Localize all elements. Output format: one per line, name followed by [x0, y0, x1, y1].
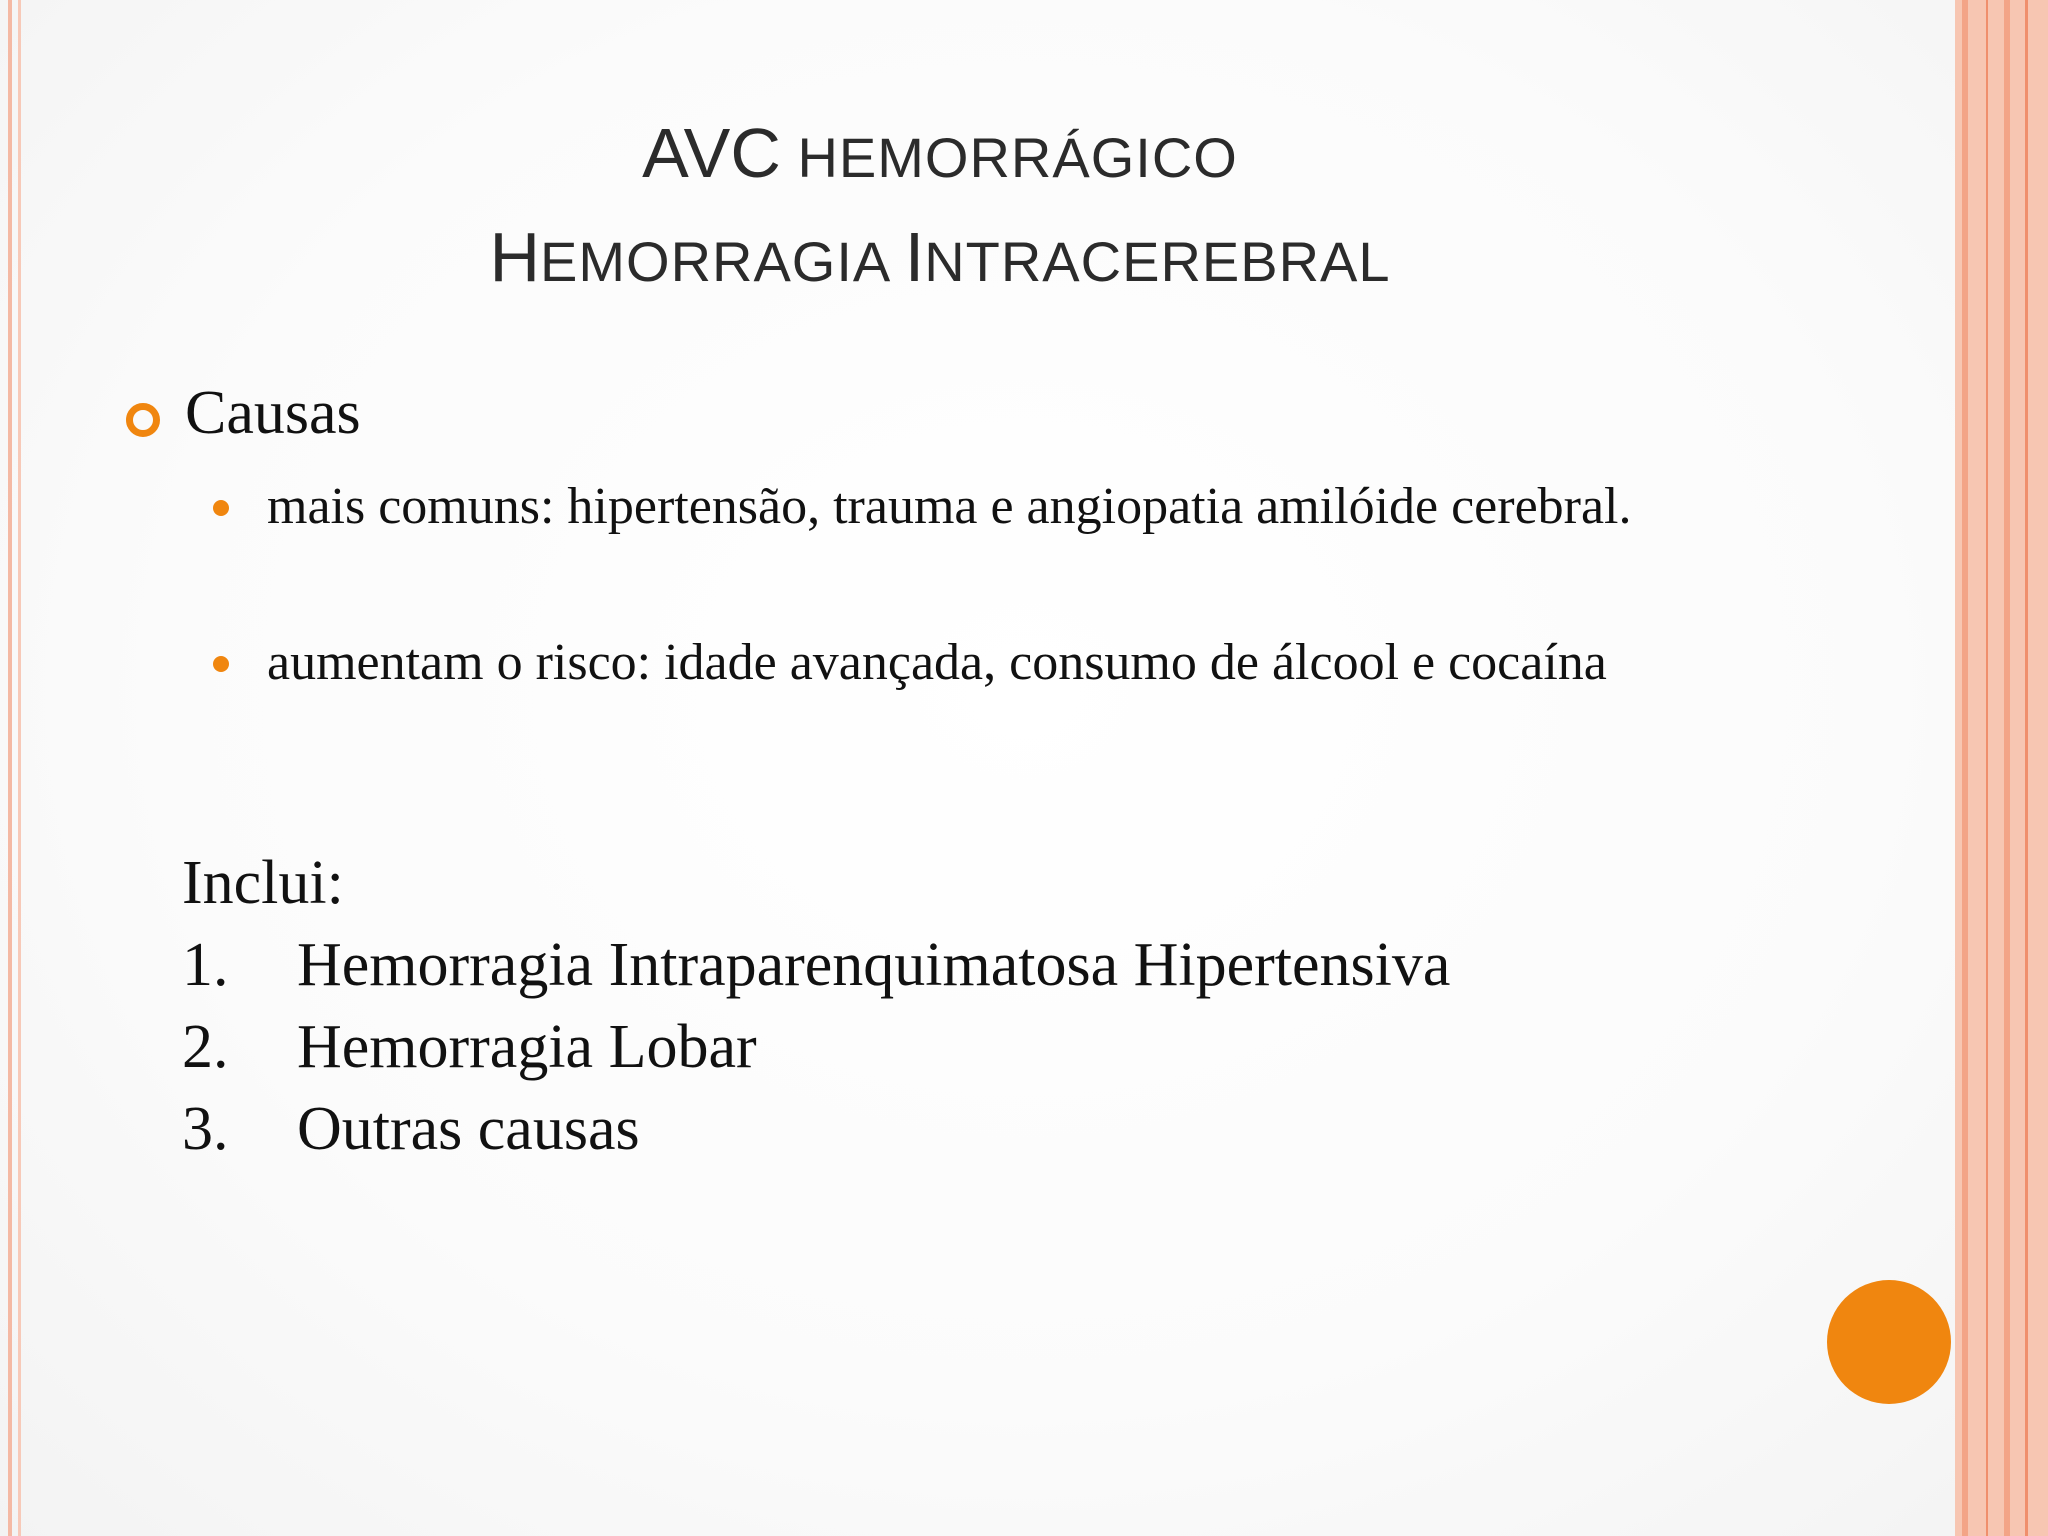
orange-circle-decoration: [1827, 1280, 1951, 1404]
list-text: Hemorragia Intraparenquimatosa Hipertensiva: [297, 931, 1451, 999]
bullet-common-causes: mais comuns: hipertensão, trauma e angiopatia amilóide cerebral.: [267, 478, 1632, 535]
right-stripe-3: [2004, 0, 2010, 1536]
title-ntracerebral: NTRACEREBRAL: [924, 230, 1391, 293]
list-text: Outras causas: [297, 1095, 640, 1163]
bullet-risk-factors: aumentam o risco: idade avançada, consumo de álcool e cocaína: [267, 634, 1607, 691]
title-h-initial: H: [489, 218, 541, 296]
right-stripe-1: [1962, 0, 1968, 1536]
dot-bullet-icon: [213, 500, 229, 516]
list-number: 3.: [182, 1095, 229, 1163]
includes-label: Inclui:: [182, 849, 344, 917]
left-border-line: [8, 0, 12, 1536]
title-hemorragico: HEMORRÁGICO: [780, 126, 1238, 189]
ring-bullet-icon: [126, 403, 160, 437]
list-number: 1.: [182, 931, 229, 999]
list-text: Hemorragia Lobar: [297, 1013, 757, 1081]
causas-heading: Causas: [185, 379, 361, 447]
dot-bullet-icon: [213, 656, 229, 672]
title-avc: AVC: [642, 114, 781, 192]
right-stripe-4: [2025, 0, 2028, 1536]
slide-title-line-1: [140, 113, 1740, 193]
left-border-line-inner: [18, 0, 21, 1536]
right-stripe-2: [1986, 0, 1988, 1536]
slide-title-line-2: [140, 217, 1740, 297]
right-decorative-band: [1955, 0, 2048, 1536]
title-emorragia: EMORRAGIA: [540, 230, 905, 293]
title-i-initial: I: [904, 218, 925, 296]
list-number: 2.: [182, 1013, 229, 1081]
